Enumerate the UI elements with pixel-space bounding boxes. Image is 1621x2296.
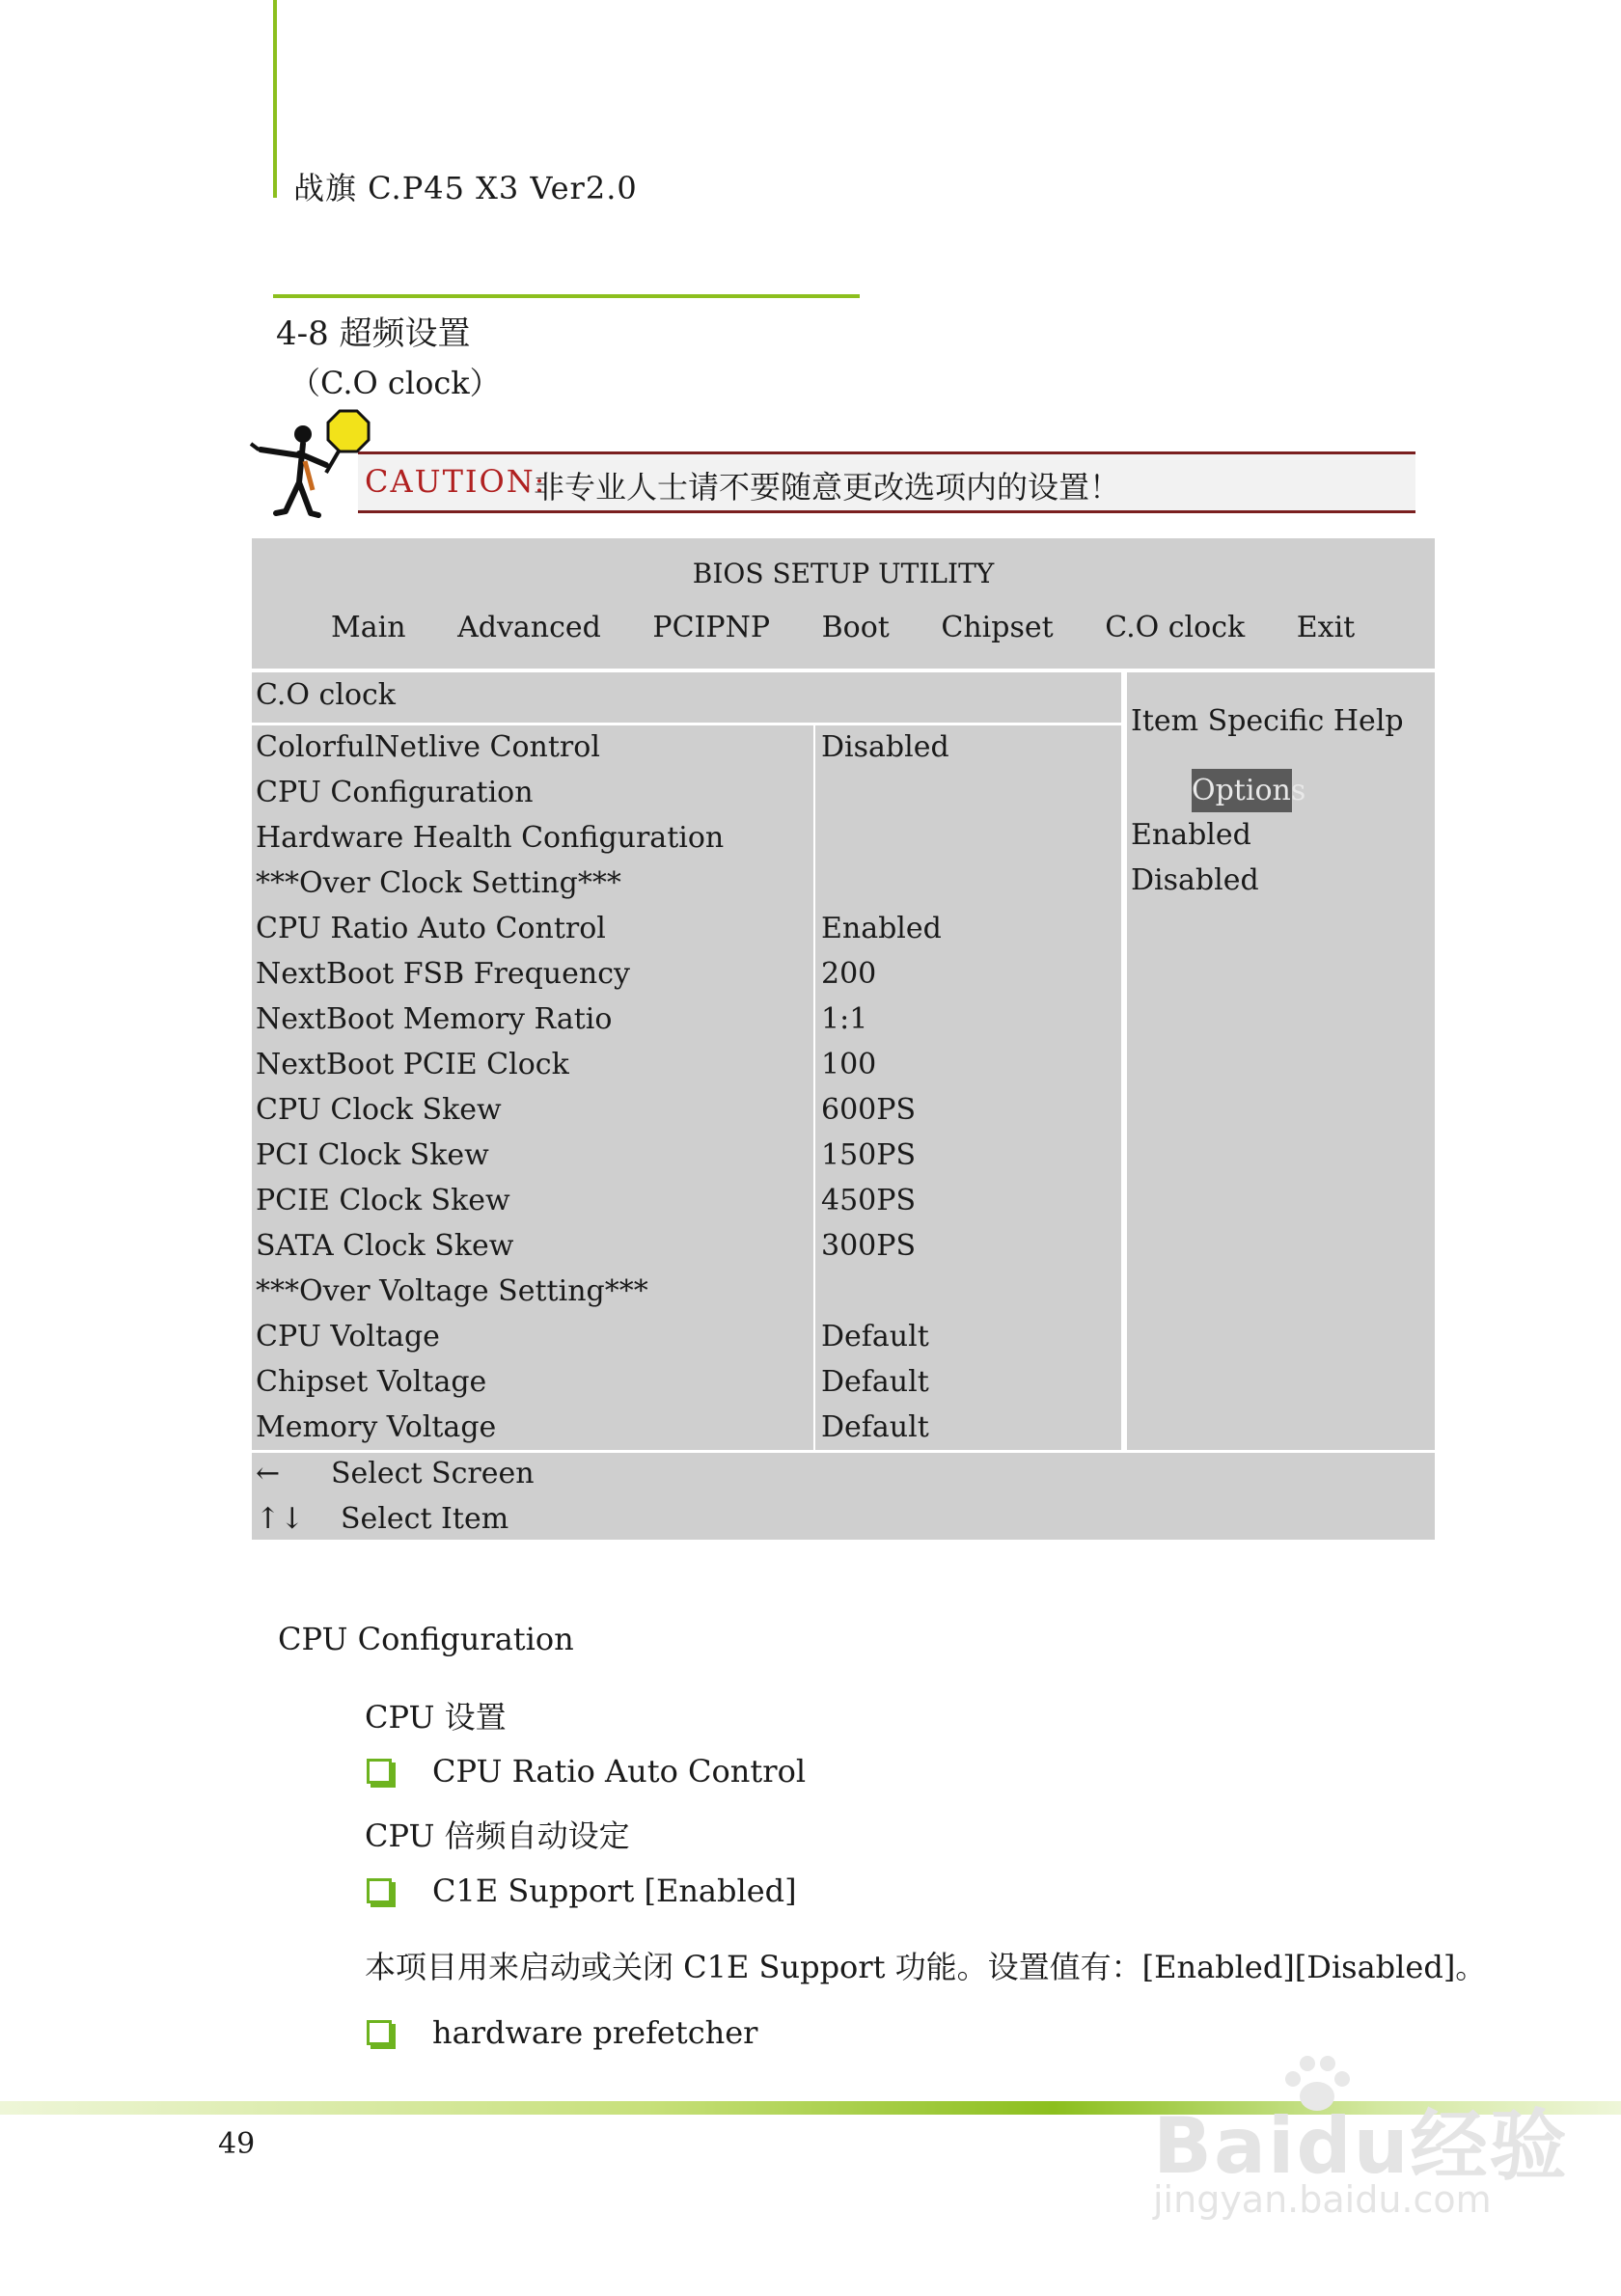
bios-setting-label[interactable]: Memory Voltage [256,1410,497,1444]
section-rule [273,294,860,298]
bios-setting-label[interactable]: NextBoot FSB Frequency [256,957,630,991]
bios-setting-label[interactable]: NextBoot Memory Ratio [256,1002,613,1036]
bios-menu-coclock[interactable]: C.O clock [1105,611,1246,644]
body-subheading: CPU 设置 [365,1699,507,1736]
bios-section-heading: ***Over Voltage Setting*** [256,1274,648,1308]
bios-setting-label[interactable]: CPU Configuration [256,776,534,809]
section-subtitle: （C.O clock） [289,365,501,401]
help-option-disabled[interactable]: Disabled [1131,863,1259,897]
bios-setting-label[interactable]: CPU Voltage [256,1320,440,1353]
body-item: C1E Support [Enabled] [432,1872,797,1909]
caution-figure-icon [247,405,382,526]
help-option-enabled[interactable]: Enabled [1131,818,1251,852]
bios-menu-boot[interactable]: Boot [821,611,890,644]
key-hint-label: Select Screen [331,1457,535,1490]
help-title: Item Specific Help [1131,704,1404,738]
bios-setting-value[interactable]: 600PS [821,1093,916,1127]
bios-setting-label[interactable]: PCI Clock Skew [256,1138,489,1172]
document-header: 战旗 C.P45 X3 Ver2.0 [293,170,638,206]
bios-menu-pcipnp[interactable]: PCIPNP [652,611,771,644]
bios-setting-label[interactable]: ColorfulNetlive Control [256,730,600,764]
watermark-logo-text: Baidu经验 [1153,2101,1569,2191]
help-options-label: Options [1192,769,1292,812]
bios-setting-label[interactable]: SATA Clock Skew [256,1229,514,1263]
bios-title: BIOS SETUP UTILITY [692,558,995,589]
bios-section-heading: ***Over Clock Setting*** [256,866,621,900]
caution-rule-bottom [358,510,1415,513]
checkbox-bullet-icon [367,1878,392,1903]
bios-setting-label[interactable]: Hardware Health Configuration [256,821,725,855]
body-item: hardware prefetcher [432,2014,758,2051]
key-hint-label: Select Item [341,1502,509,1536]
checkbox-bullet-icon [367,1759,392,1784]
body-item: CPU Ratio Auto Control [432,1753,807,1790]
bios-setting-value[interactable]: 450PS [821,1184,916,1217]
bios-setting-label[interactable]: Chipset Voltage [256,1365,487,1399]
page-number: 49 [218,2127,256,2161]
bios-setting-value[interactable]: 1:1 [821,1002,868,1036]
bios-setting-value[interactable]: Default [821,1320,929,1353]
body-description: CPU 倍频自动设定 [365,1818,630,1854]
header-accent-bar [273,0,277,198]
bios-setting-value[interactable]: 200 [821,957,877,991]
bios-footer-rule [252,1450,1435,1453]
body-heading: CPU Configuration [278,1621,574,1657]
bios-setting-value[interactable]: 150PS [821,1138,916,1172]
bios-menu-bar [331,611,1397,644]
bios-menu-exit[interactable]: Exit [1296,611,1356,644]
bios-setting-label[interactable]: CPU Clock Skew [256,1093,502,1127]
bios-menu-chipset[interactable]: Chipset [941,611,1054,644]
bios-setting-label[interactable]: CPU Ratio Auto Control [256,912,606,945]
watermark-url: jingyan.baidu.com [1153,2178,1492,2221]
checkbox-bullet-icon [367,2020,392,2045]
bios-pane-divider [1121,672,1127,1450]
bios-setting-label[interactable]: NextBoot PCIE Clock [256,1048,569,1081]
body-description: 本项目用来启动或关闭 C1E Support 功能。设置值有：[Enabled][Disabled]。 [365,1949,1487,1985]
bios-menu-separator [252,669,1435,672]
bios-setting-value[interactable]: 100 [821,1048,877,1081]
bios-setting-value[interactable]: Default [821,1410,929,1444]
bios-tab-label: C.O clock [256,678,396,712]
bios-setting-value[interactable]: Enabled [821,912,942,945]
bios-column-divider [813,725,815,1450]
bios-tab-rule [252,723,1121,725]
caution-text: 非专业人士请不要随意更改选项内的设置！ [534,469,1121,506]
bios-setting-value[interactable]: 300PS [821,1229,916,1263]
bios-setting-value[interactable]: Disabled [821,730,949,764]
up-down-arrow-icon: ↑↓ [256,1502,305,1536]
section-title: 4-8 超频设置 [276,314,471,353]
caution-label: CAUTION: [365,463,547,500]
bios-menu-main[interactable]: Main [331,611,406,644]
bios-menu-advanced[interactable]: Advanced [457,611,601,644]
bios-setting-label[interactable]: PCIE Clock Skew [256,1184,510,1217]
left-arrow-icon: ← [256,1457,281,1490]
caution-rule-top [358,451,1415,454]
bios-setting-value[interactable]: Default [821,1365,929,1399]
